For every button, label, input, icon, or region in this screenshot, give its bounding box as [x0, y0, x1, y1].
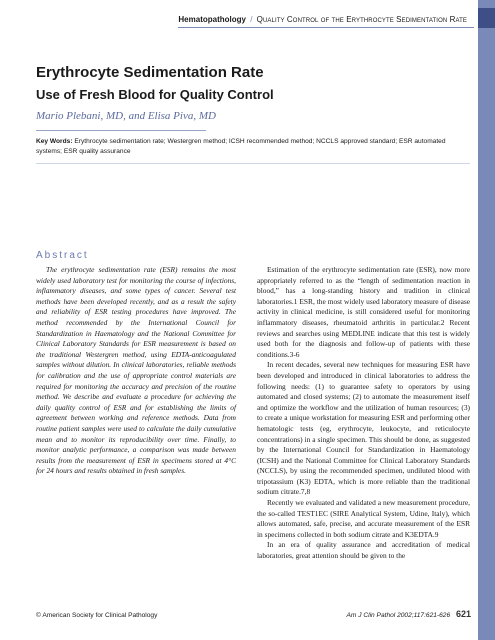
- body-paragraph-3: Recently we evaluated and validated a new measurement procedure, the so-called TEST1EC (SIRE Analytical System, Udine, Italy), which allows automated, safe, precise, and accurate measurement of the ESR in specimens collected in both sodium citrate and K3EDTA.9: [257, 498, 470, 539]
- article-title: Erythrocyte Sedimentation Rate: [36, 64, 264, 81]
- running-head: [178, 15, 467, 24]
- footer-journal: Am J Clin Pathol 2002;117:621-626: [346, 612, 451, 619]
- running-head-title: Quality Control of the Erythrocyte Sedimentation Rate: [256, 15, 467, 24]
- body-paragraph-4: In an era of quality assurance and accreditation of medical laboratories, great attention should be given to the: [257, 540, 470, 561]
- sidebar-color-block: [478, 8, 495, 28]
- running-head-section: Hematopathology: [178, 15, 246, 24]
- keywords-label: Key Words:: [36, 138, 73, 145]
- sidebar-color-bar: [478, 0, 495, 640]
- abstract-text: The erythrocyte sedimentation rate (ESR) remains the most widely used laboratory test for monitoring the course of infections, inflammatory diseases, and some types of cancer. Several test methods have been developed recently, and as a result the safety and reliability of ESR testing procedures have improved. The method recommended by the International Council for Standardization in Haematology and the National Committee for Clinical Laboratory Standards for ESR measurement is based on the traditional Westergren method, using EDTA-anticoagulated samples without dilution. In clinical laboratories, reliable methods for calibration and the use of appropriate control materials are required for monitoring the accuracy and precision of the routine method. We describe and evaluate a procedure for achieving the daily quality control of ESR and for establishing the limits of agreement between working and reference methods. Data from routine patient samples were used to calculate the daily cumulative mean and to monitor its reproducibility over time. Finally, to monitor analytic performance, a comparison was made between results from the measurement of ESR in specimens stored at 4°C for 24 hours and results obtained in fresh samples.: [36, 265, 236, 476]
- keywords-text: Erythrocyte sedimentation rate; Westergren method; ICSH recommended method; NCCLS approved standard; ESR automated systems; ESR quality assurance: [36, 138, 446, 155]
- body-paragraph-2: In recent decades, several new techniques for measuring ESR have been developed and introduced in clinical laboratories to address the following needs: (1) to guarantee safety to operators by using automated and closed systems; (2) to automate the measurement itself and optimize the workflow and the utilization of human resources; (3) to create a unique workstation for measuring ESR and performing other hematologic tests (eg, erythrocyte, leukocyte, and reticulocyte concentrations) in a single specimen. This should be done, as suggested by the International Council for Standardization in Haematology (ICSH) and the National Committee for Clinical Laboratory Standards (NCCLS), by using the recommended specimen, undiluted blood with tripotassium (K3) EDTA, which is more reliable than the traditional sodium citrate.7,8: [257, 360, 470, 497]
- running-head-rule: [178, 27, 474, 28]
- author-divider: [36, 130, 206, 131]
- keywords-divider: [36, 163, 470, 164]
- body-paragraph-1: Estimation of the erythrocyte sedimentation rate (ESR), now more appropriately referred to as the “length of sedimentation reaction in blood,” has a long-standing history and tradition in clinical laboratories.1 ESR, the most widely used laboratory measure of disease activity in clinical medicine, is still considered useful for monitoring inflammatory diseases, rheumatoid arthritis in particular.2 Recent reviews and searches using MEDLINE indicate that this test is widely used both for the diagnosis and follow-up of patients with these conditions.3-6: [257, 265, 470, 359]
- article-authors: Mario Plebani, MD, and Elisa Piva, MD: [36, 110, 216, 122]
- footer-citation: [347, 609, 472, 619]
- article-subtitle: Use of Fresh Blood for Quality Control: [36, 87, 274, 102]
- page-number: 621: [455, 609, 471, 619]
- abstract-heading: Abstract: [36, 250, 89, 261]
- footer-publisher: © American Society for Clinical Pathology: [36, 612, 158, 619]
- running-head-separator: /: [250, 15, 253, 24]
- body-column: [257, 265, 470, 562]
- keywords-block: [36, 137, 470, 156]
